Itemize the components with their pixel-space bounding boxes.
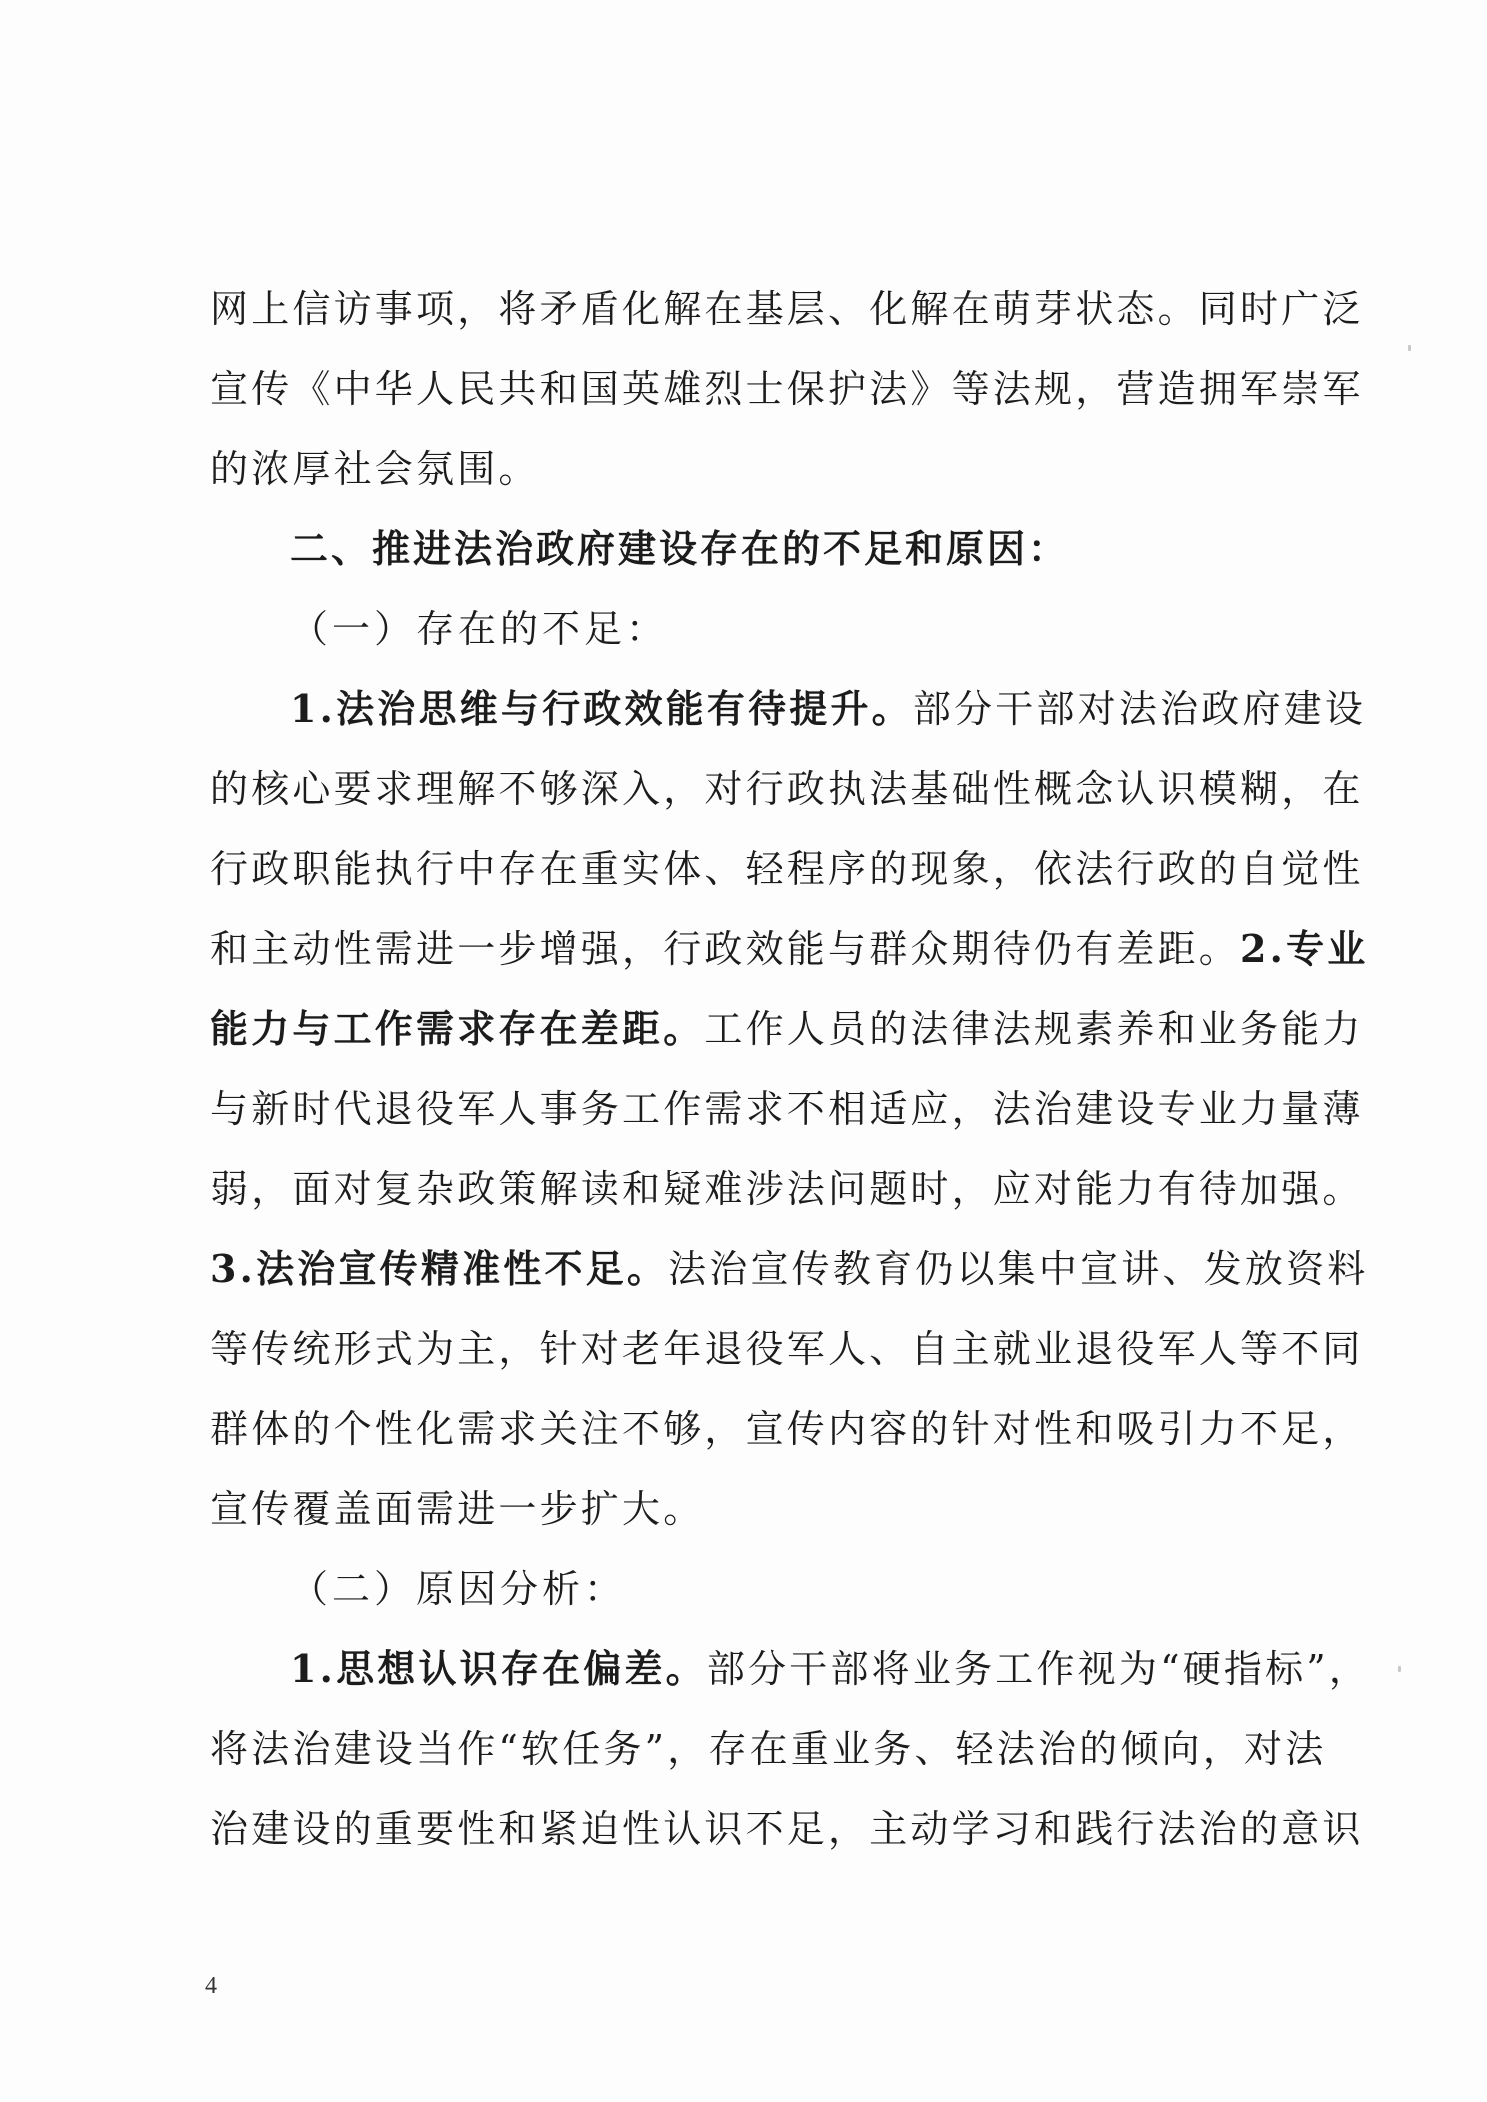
- body-text-line: 行政职能执行中存在重实体、轻程序的现象，依法行政的自觉性: [210, 847, 1364, 891]
- body-text-line: 宣传覆盖面需进一步扩大。: [210, 1487, 705, 1531]
- body-text-line: 将法治建设当作“软任务”，存在重业务、轻法治的倾向，对法: [210, 1727, 1327, 1771]
- body-text-line: 网上信访事项，将矛盾化解在基层、化解在萌芽状态。同时广泛: [210, 287, 1364, 331]
- body-text-line: 弱，面对复杂政策解读和疑难涉法问题时，应对能力有待加强。: [210, 1167, 1364, 1211]
- body-text: 部分干部将业务工作视为“硬指标”，: [706, 1647, 1371, 1691]
- body-text-line: [210, 1006, 1364, 1052]
- item-label: 1.思想认识存在偏差。: [290, 1646, 707, 1691]
- item-label: 3.法治宣传精准性不足。: [210, 1246, 669, 1291]
- body-text-line: 宣传《中华人民共和国英雄烈士保护法》等法规，营造拥军崇军: [210, 367, 1364, 411]
- body-text-line: 的浓厚社会氛围。: [210, 447, 540, 491]
- body-text: 法治宣传教育仍以集中宣讲、发放资料: [668, 1247, 1369, 1291]
- item-label: 1.法治思维与行政效能有待提升。: [290, 686, 913, 731]
- paragraph-item-1: [290, 686, 1367, 732]
- body-text-line: 治建设的重要性和紧迫性认识不足，主动学习和践行法治的意识: [210, 1807, 1364, 1851]
- paragraph-item-1: [290, 1646, 1371, 1692]
- body-text: 工作人员的法律法规素养和业务能力: [704, 1007, 1364, 1051]
- body-text-line: [210, 1246, 1369, 1292]
- body-text: 和主动性需进一步增强，行政效能与群众期待仍有差距。: [210, 927, 1241, 971]
- body-text: 部分干部对法治政府建设: [912, 687, 1367, 731]
- sub-heading-shortcomings: （一）存在的不足：: [290, 607, 669, 651]
- sub-heading-causes: （二）原因分析：: [290, 1567, 627, 1611]
- item-label: 2.专业: [1240, 926, 1369, 971]
- body-text-line: 群体的个性化需求关注不够，宣传内容的针对性和吸引力不足，: [210, 1407, 1364, 1451]
- scan-speck: [1408, 345, 1411, 351]
- body-text-line: [210, 926, 1369, 972]
- body-text-line: 与新时代退役军人事务工作需求不相适应，法治建设专业力量薄: [210, 1087, 1364, 1131]
- scan-speck: [1398, 1666, 1401, 1672]
- section-heading: 二、推进法治政府建设存在的不足和原因：: [290, 526, 1070, 571]
- body-text-line: 等传统形式为主，针对老年退役军人、自主就业退役军人等不同: [210, 1327, 1364, 1371]
- item-label: 能力与工作需求存在差距。: [210, 1006, 705, 1051]
- page-number: 4: [205, 1973, 217, 1999]
- body-text-line: 的核心要求理解不够深入，对行政执法基础性概念认识模糊，在: [210, 767, 1364, 811]
